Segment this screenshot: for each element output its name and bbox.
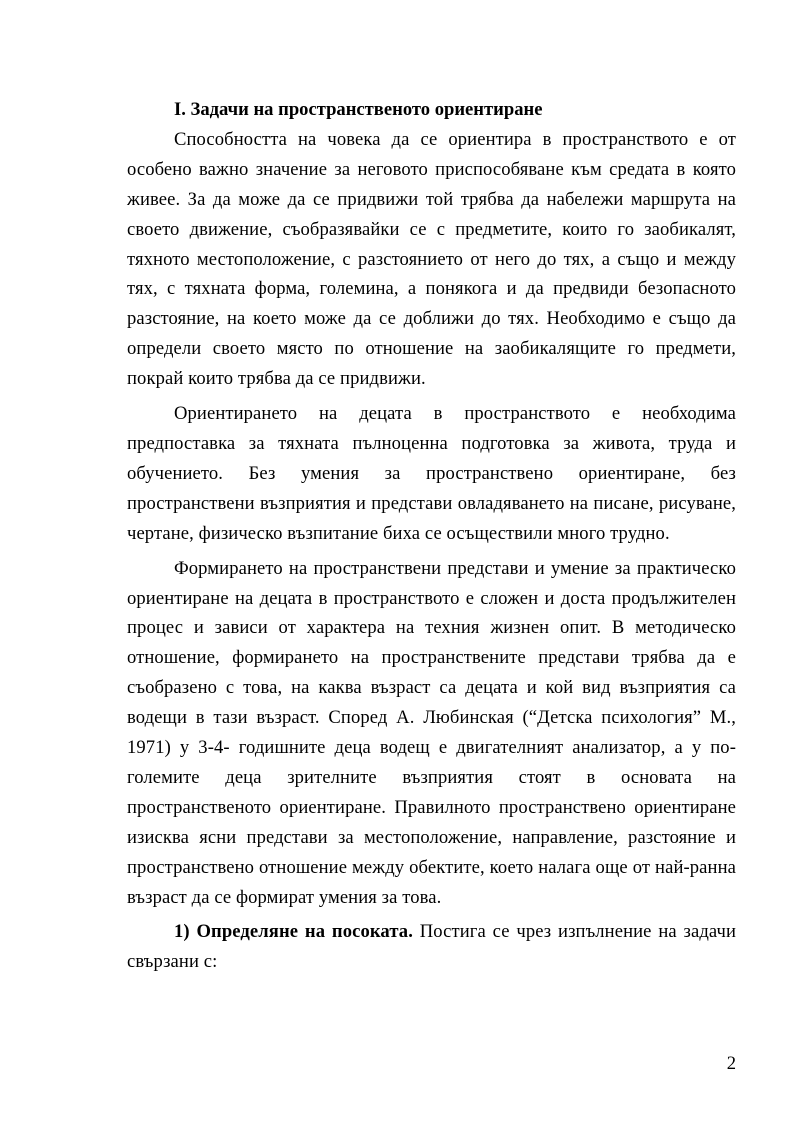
paragraph-1: Способността на човека да се ориентира в пространството е от особено важно значение за неговото приспособяване към средата в която живее. За да може да се придвижи той трябва да набележи маршрута на своето движение, съобразявайки се с предметите, които го заобикалят, тяхното местоположение, с разстоянието от него до тях, а също и между тях, с тяхната форма, големина, а понякога и да предвиди безопасното разстояние, на което може да се доближи до тях. Необходимо е също да определи своето място по отношение на заобикалящите го предмети, покрай които трябва да се придвижи. [127, 128, 736, 390]
document-body [127, 95, 736, 977]
subsection-label: 1) Определяне на посоката. [174, 921, 413, 943]
page-number: 2 [726, 1053, 736, 1074]
section-heading: I. Задачи на пространственото ориентиране [174, 99, 543, 120]
paragraph-2: Ориентирането на децата в пространството е необходима предпоставка за тяхната пълноценна подготовка за живота, труда и обучението. Без умения за пространствено ориентиране, без пространствени възприятия и представи овладяването на писане, рисуване, чертане, физическо възпитание биха се осъществили много трудно. [127, 403, 736, 544]
subsection-text: Постига се чрез изпълнение на задачи свързани с: [127, 921, 736, 973]
paragraph-4 [127, 917, 736, 977]
paragraph-3: Формирането на пространствени представи и умение за практическо ориентиране на децата в пространството е сложен и доста продължителен процес и зависи от характера на техния жизнен опит. В методическо отношение, формирането на пространствените представи трябва да е съобразено с това, на каква възраст са децата и кой вид възприятия са водещи в тази възраст. Според А. Любинская (“Детска психология” М., 1971) у 3-4- годишните деца водещ е двигателният анализатор, а у по-големите деца зрителните възприятия стоят в основата на пространственото ориентиране. Правилното пространствено ориентиране изисква ясни представи за местоположение, направление, разстояние и пространствено отношение между обектите, което налага още от най-ранна възраст да се формират умения за това. [127, 557, 736, 908]
